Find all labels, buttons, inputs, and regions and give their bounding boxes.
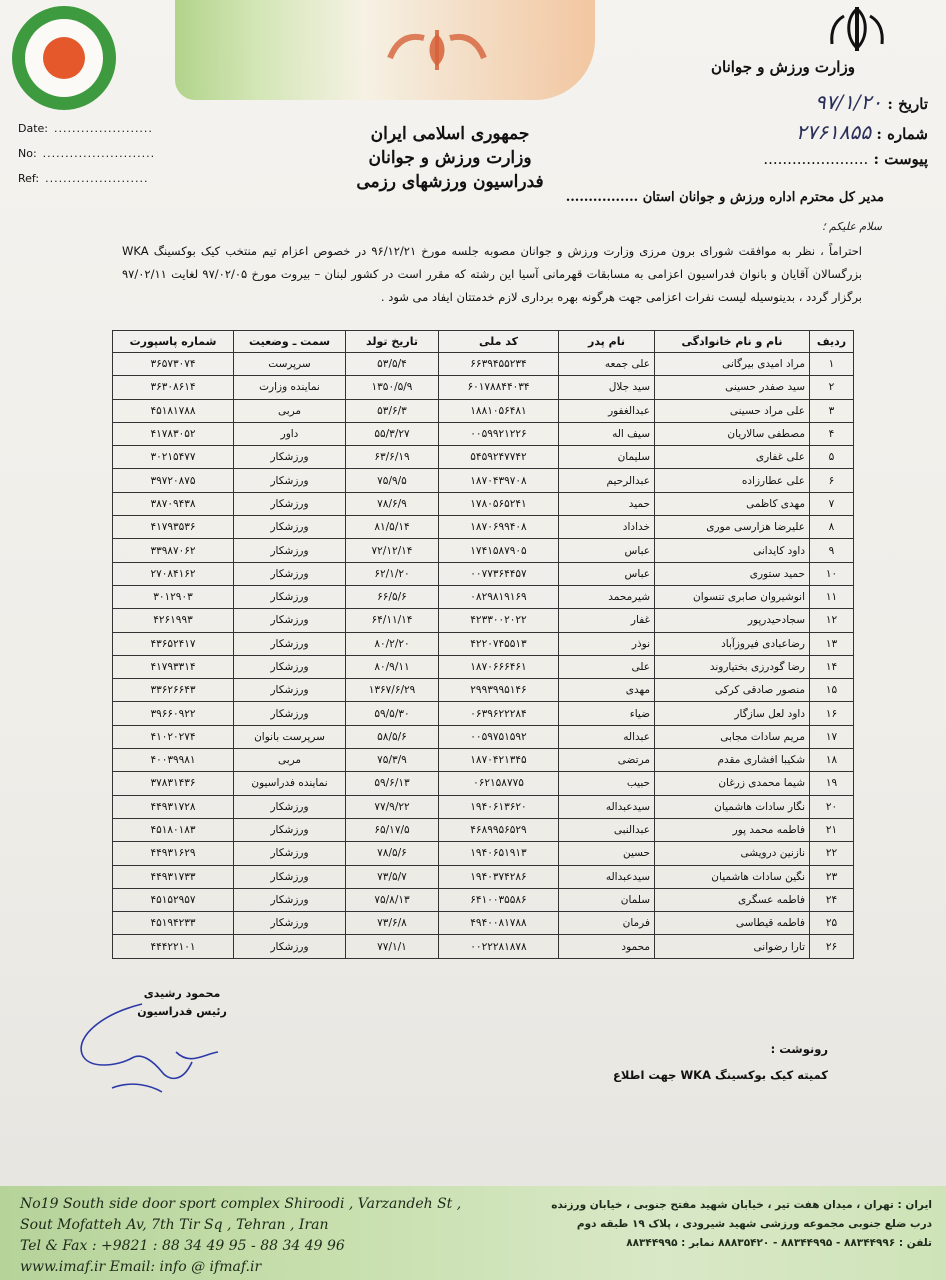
- table-row: [113, 679, 854, 702]
- father-name: حسین: [559, 842, 655, 865]
- birth-date: ۱۳۵۰/۵/۹: [346, 376, 439, 399]
- role: ورزشکار: [234, 865, 346, 888]
- table-row: [113, 609, 854, 632]
- cc-label: رونوشت :: [770, 1042, 828, 1056]
- birth-date: ۷۸/۵/۶: [346, 842, 439, 865]
- father-name: سیف اله: [559, 422, 655, 445]
- date-line: تاریخ : ۹۷/۱/۲۰: [814, 90, 928, 114]
- full-name: مراد امیدی بیرگانی: [655, 353, 810, 376]
- passport-number: ۳۳۶۲۶۶۴۳: [113, 679, 234, 702]
- letterhead-title: جمهوری اسلامی ایران وزارت ورزش و جوانان فدراسیون ورزشهای رزمی: [356, 124, 544, 192]
- father-name: حبیب: [559, 772, 655, 795]
- father-name: عبدالغفور: [559, 399, 655, 422]
- birth-date: ۷۵/۳/۹: [346, 749, 439, 772]
- carbon-copy: [613, 1036, 828, 1088]
- row-number: ۱۵: [810, 679, 854, 702]
- table-row: [113, 842, 854, 865]
- father-name: مرتضی: [559, 749, 655, 772]
- ref-field-label: Ref:: [18, 172, 40, 185]
- table-row: [113, 749, 854, 772]
- number-line: شماره : ۲۷۶۱۸۵۵: [795, 120, 928, 144]
- row-number: ۱۸: [810, 749, 854, 772]
- row-number: ۲۲: [810, 842, 854, 865]
- role: ورزشکار: [234, 679, 346, 702]
- role: ورزشکار: [234, 562, 346, 585]
- passport-number: ۳۳۹۸۷۰۶۲: [113, 539, 234, 562]
- national-id: ۰۶۲۱۵۸۷۷۵: [439, 772, 559, 795]
- table-row: [113, 935, 854, 958]
- table-row: [113, 492, 854, 515]
- father-name: محمود: [559, 935, 655, 958]
- attachment-line: پیوست : ......................: [763, 150, 928, 168]
- row-number: ۱: [810, 353, 854, 376]
- birth-date: ۵۹/۵/۳۰: [346, 702, 439, 725]
- handwritten-signature: [72, 992, 242, 1096]
- letter-meta: [678, 58, 928, 168]
- father-name: عباس: [559, 562, 655, 585]
- table-row: [113, 865, 854, 888]
- birth-date: ۵۵/۳/۲۷: [346, 422, 439, 445]
- role: ورزشکار: [234, 655, 346, 678]
- national-id: ۲۹۹۳۹۹۵۱۴۶: [439, 679, 559, 702]
- national-id: ۶۴۱۰۰۳۵۵۸۶: [439, 888, 559, 911]
- row-number: ۲۴: [810, 888, 854, 911]
- passport-number: ۴۱۷۹۳۵۳۶: [113, 516, 234, 539]
- number-value: ۲۷۶۱۸۵۵: [795, 120, 872, 144]
- birth-date: ۷۵/۹/۵: [346, 469, 439, 492]
- table-row: [113, 469, 854, 492]
- col-row-number: ردیف: [810, 331, 854, 353]
- row-number: ۹: [810, 539, 854, 562]
- role: سرپرست بانوان: [234, 725, 346, 748]
- national-id: ۱۸۷۰۶۹۹۴۰۸: [439, 516, 559, 539]
- national-id: ۱۹۴۰۳۷۴۲۸۶: [439, 865, 559, 888]
- full-name: علی عطارزاده: [655, 469, 810, 492]
- passport-number: ۳۶۳۰۸۶۱۴: [113, 376, 234, 399]
- row-number: ۱۲: [810, 609, 854, 632]
- full-name: فاطمه محمد پور: [655, 818, 810, 841]
- role: ورزشکار: [234, 935, 346, 958]
- full-name: شیما محمدی زرغان: [655, 772, 810, 795]
- date-field-label: Date:: [18, 122, 48, 135]
- table-row: [113, 772, 854, 795]
- role: داور: [234, 422, 346, 445]
- row-number: ۷: [810, 492, 854, 515]
- full-name: سجادحیدرپور: [655, 609, 810, 632]
- row-number: ۱۱: [810, 585, 854, 608]
- national-id: ۱۸۷۰۴۳۹۷۰۸: [439, 469, 559, 492]
- table-row: [113, 399, 854, 422]
- full-name: مریم سادات مجابی: [655, 725, 810, 748]
- national-id: ۴۶۸۹۹۵۶۵۲۹: [439, 818, 559, 841]
- table-row: [113, 516, 854, 539]
- row-number: ۲۳: [810, 865, 854, 888]
- national-id: ۰۰۵۹۷۵۱۵۹۲: [439, 725, 559, 748]
- father-name: علی جمعه: [559, 353, 655, 376]
- birth-date: ۶۶/۵/۶: [346, 585, 439, 608]
- national-id: ۱۷۴۱۵۸۷۹۰۵: [439, 539, 559, 562]
- full-name: سید صفدر حسینی: [655, 376, 810, 399]
- full-name: رضاعبادی فیروزآباد: [655, 632, 810, 655]
- table-row: [113, 818, 854, 841]
- passport-number: ۴۰۰۳۹۹۸۱: [113, 749, 234, 772]
- role: مربی: [234, 749, 346, 772]
- full-name: داود لعل سازگار: [655, 702, 810, 725]
- birth-date: ۸۰/۲/۲۰: [346, 632, 439, 655]
- national-id: ۶۶۳۹۴۵۵۲۳۴: [439, 353, 559, 376]
- col-national-id: کد ملی: [439, 331, 559, 353]
- father-name: سیدعبداله: [559, 865, 655, 888]
- national-id: ۱۸۷۰۴۲۱۳۴۵: [439, 749, 559, 772]
- row-number: ۲۱: [810, 818, 854, 841]
- row-number: ۱۳: [810, 632, 854, 655]
- father-name: سلیمان: [559, 446, 655, 469]
- table-row: [113, 562, 854, 585]
- passport-number: ۳۰۲۱۵۴۷۷: [113, 446, 234, 469]
- row-number: ۴: [810, 422, 854, 445]
- row-number: ۸: [810, 516, 854, 539]
- birth-date: ۷۳/۵/۷: [346, 865, 439, 888]
- role: ورزشکار: [234, 492, 346, 515]
- role: نماینده وزارت: [234, 376, 346, 399]
- birth-date: ۵۸/۵/۶: [346, 725, 439, 748]
- national-id: ۱۹۴۰۶۱۳۶۲۰: [439, 795, 559, 818]
- full-name: مهدی کاظمی: [655, 492, 810, 515]
- table-header-row: [113, 331, 854, 353]
- full-name: رضا گودرزی بختیاروند: [655, 655, 810, 678]
- addressee: مدیر کل محترم اداره ورزش و جوانان استان ................: [565, 190, 884, 205]
- passport-number: ۳۹۶۶۰۹۲۲: [113, 702, 234, 725]
- letter-footer: [0, 1186, 946, 1280]
- full-name: حمید ستوری: [655, 562, 810, 585]
- father-name: مهدی: [559, 679, 655, 702]
- father-name: شیرمحمد: [559, 585, 655, 608]
- passport-number: ۴۱۷۹۳۳۱۴: [113, 655, 234, 678]
- row-number: ۳: [810, 399, 854, 422]
- father-name: فرمان: [559, 912, 655, 935]
- role: ورزشکار: [234, 795, 346, 818]
- birth-date: ۶۳/۶/۱۹: [346, 446, 439, 469]
- col-full-name: نام و نام خانوادگی: [655, 331, 810, 353]
- national-id: ۱۷۸۰۵۶۵۲۴۱: [439, 492, 559, 515]
- table-row: [113, 702, 854, 725]
- passport-number: ۴۵۱۸۱۷۸۸: [113, 399, 234, 422]
- national-id: ۰۰۵۹۹۲۱۲۲۶: [439, 422, 559, 445]
- full-name: تارا رضوانی: [655, 935, 810, 958]
- birth-date: ۵۳/۵/۴: [346, 353, 439, 376]
- role: سرپرست: [234, 353, 346, 376]
- role: ورزشکار: [234, 609, 346, 632]
- father-name: عبدالرحیم: [559, 469, 655, 492]
- birth-date: ۵۹/۶/۱۳: [346, 772, 439, 795]
- role: ورزشکار: [234, 818, 346, 841]
- col-passport: شماره پاسپورت: [113, 331, 234, 353]
- full-name: نازنین درویشی: [655, 842, 810, 865]
- signer-name: محمود رشیدی: [143, 987, 221, 1000]
- national-id: ۵۴۵۹۲۴۷۷۴۲: [439, 446, 559, 469]
- left-reference-fields: Date: ...................... No: ......................... Ref: .......................: [18, 116, 155, 191]
- row-number: ۱۴: [810, 655, 854, 678]
- role: ورزشکار: [234, 632, 346, 655]
- role: ورزشکار: [234, 912, 346, 935]
- passport-number: ۴۴۴۲۲۱۰۱: [113, 935, 234, 958]
- full-name: انوشیروان صابری تنسوان: [655, 585, 810, 608]
- row-number: ۲۵: [810, 912, 854, 935]
- father-name: ضیاء: [559, 702, 655, 725]
- father-name: غفار: [559, 609, 655, 632]
- birth-date: ۷۳/۶/۸: [346, 912, 439, 935]
- signer-title: رئیس فدراسیون: [137, 1005, 227, 1018]
- role: ورزشکار: [234, 842, 346, 865]
- birth-date: ۸۱/۵/۱۴: [346, 516, 439, 539]
- role: ورزشکار: [234, 469, 346, 492]
- father-name: عبدالنبی: [559, 818, 655, 841]
- passport-number: ۴۵۱۹۴۲۳۳: [113, 912, 234, 935]
- table-row: [113, 655, 854, 678]
- full-name: نگین سادات هاشمیان: [655, 865, 810, 888]
- table-row: [113, 376, 854, 399]
- role: ورزشکار: [234, 446, 346, 469]
- national-id: ۰۰۲۲۲۸۱۸۷۸: [439, 935, 559, 958]
- row-number: ۱۰: [810, 562, 854, 585]
- full-name: داود کایدانی: [655, 539, 810, 562]
- full-name: نگار سادات هاشمیان: [655, 795, 810, 818]
- row-number: ۲۰: [810, 795, 854, 818]
- table-row: [113, 888, 854, 911]
- father-name: عباس: [559, 539, 655, 562]
- row-number: ۶: [810, 469, 854, 492]
- role: نماینده فدراسیون: [234, 772, 346, 795]
- birth-date: ۶۵/۱۷/۵: [346, 818, 439, 841]
- passport-number: ۳۷۸۳۱۴۳۶: [113, 772, 234, 795]
- role: مربی: [234, 399, 346, 422]
- full-name: فاطمه عسگری: [655, 888, 810, 911]
- passport-number: ۴۳۶۵۲۴۱۷: [113, 632, 234, 655]
- father-name: عبداله: [559, 725, 655, 748]
- birth-date: ۵۳/۶/۳: [346, 399, 439, 422]
- birth-date: ۱۳۶۷/۶/۲۹: [346, 679, 439, 702]
- national-id: ۴۲۲۰۷۴۵۵۱۳: [439, 632, 559, 655]
- father-name: خداداد: [559, 516, 655, 539]
- passport-number: ۴۵۱۵۲۹۵۷: [113, 888, 234, 911]
- table-row: [113, 353, 854, 376]
- row-number: ۱۷: [810, 725, 854, 748]
- full-name: علی مراد حسینی: [655, 399, 810, 422]
- national-id: ۴۲۳۳۰۰۲۰۲۲: [439, 609, 559, 632]
- passport-number: ۳۸۷۰۹۴۳۸: [113, 492, 234, 515]
- national-id: ۱۸۷۰۶۶۶۴۶۱: [439, 655, 559, 678]
- birth-date: ۷۸/۶/۹: [346, 492, 439, 515]
- row-number: ۲: [810, 376, 854, 399]
- cc-line: کمیته کیک بوکسینگ WKA جهت اطلاع: [613, 1068, 828, 1082]
- table-row: [113, 422, 854, 445]
- birth-date: ۷۷/۹/۲۲: [346, 795, 439, 818]
- birth-date: ۷۲/۱۲/۱۴: [346, 539, 439, 562]
- full-name: علی غفاری: [655, 446, 810, 469]
- full-name: فاطمه قیطاسی: [655, 912, 810, 935]
- role: ورزشکار: [234, 702, 346, 725]
- table-row: [113, 795, 854, 818]
- row-number: ۲۶: [810, 935, 854, 958]
- full-name: مصطفی سالاریان: [655, 422, 810, 445]
- row-number: ۵: [810, 446, 854, 469]
- letter-body: احتراماً ، نظر به موافقت شورای برون مرزی وزارت ورزش و جوانان مصوبه جلسه مورخ ۹۶/۱۲/۲۱ در خصوص اعزام تیم منتخب کیک بوکسینگ WKA بزرگسالان آقایان و بانوان فدراسیون اعزامی به مسابقات قهرمانی آسیا این رشته که مقرر است در کشور لبنان – بیروت مورخ ۹۷/۰۲/۰۵ لغایت ۹۷/۰۲/۱۱ برگزار گردد ، بدینوسیله لیست نفرات اعزامی جهت هرگونه بهره برداری لازم خدمتتان ایفاد می شود .: [122, 244, 862, 304]
- full-name: شکیبا افشاری مقدم: [655, 749, 810, 772]
- father-name: سیدعبداله: [559, 795, 655, 818]
- passport-number: ۳۹۷۲۰۸۷۵: [113, 469, 234, 492]
- national-id: ۴۹۴۰۰۸۱۷۸۸: [439, 912, 559, 935]
- passport-number: ۴۴۹۳۱۶۲۹: [113, 842, 234, 865]
- federation-logo: [12, 6, 116, 110]
- birth-date: ۷۷/۱/۱: [346, 935, 439, 958]
- father-name: حمید: [559, 492, 655, 515]
- table-row: [113, 725, 854, 748]
- birth-date: ۶۲/۱/۲۰: [346, 562, 439, 585]
- ministry-name: وزارت ورزش و جوانان: [711, 58, 855, 76]
- national-id: ۶۰۱۷۸۸۴۴۰۳۴: [439, 376, 559, 399]
- passport-number: ۴۴۹۳۱۷۲۸: [113, 795, 234, 818]
- passport-number: ۴۵۱۸۰۱۸۳: [113, 818, 234, 841]
- passport-number: ۲۷۰۸۴۱۶۲: [113, 562, 234, 585]
- no-field-label: No:: [18, 147, 37, 160]
- national-id: ۰۶۳۹۶۲۲۲۸۴: [439, 702, 559, 725]
- team-roster-table: [112, 330, 854, 959]
- table-body: [113, 353, 854, 959]
- national-id: ۰۰۷۷۳۶۴۴۵۷: [439, 562, 559, 585]
- table-row: [113, 585, 854, 608]
- passport-number: ۴۱۰۲۰۲۷۴: [113, 725, 234, 748]
- father-name: علی: [559, 655, 655, 678]
- table-row: [113, 632, 854, 655]
- passport-number: ۴۱۷۸۳۰۵۲: [113, 422, 234, 445]
- iran-emblem-icon: [382, 28, 492, 72]
- role: ورزشکار: [234, 585, 346, 608]
- passport-number: ۴۲۶۱۹۹۳: [113, 609, 234, 632]
- father-name: سلمان: [559, 888, 655, 911]
- table-row: [113, 539, 854, 562]
- national-id: ۱۹۴۰۶۵۱۹۱۳: [439, 842, 559, 865]
- national-id: ۱۸۸۱۰۵۶۴۸۱: [439, 399, 559, 422]
- date-value: ۹۷/۱/۲۰: [814, 90, 883, 114]
- full-name: منصور صادقی کرکی: [655, 679, 810, 702]
- row-number: ۱۶: [810, 702, 854, 725]
- role: ورزشکار: [234, 539, 346, 562]
- father-name: نوذر: [559, 632, 655, 655]
- footer-address-en: No19 South side door sport complex Shiroodi , Varzandeh St , Sout Mofatteh Av, 7th Tir Sq , Tehran , Iran Tel & Fax : +9821 : 88 34 49 95 - 88 34 49 96 www.imaf.ir Email: info @ ifmaf.ir: [20, 1196, 462, 1275]
- birth-date: ۷۵/۸/۱۳: [346, 888, 439, 911]
- footer-address-fa: ایران : تهران ، میدان هفت تیر ، خیابان شهید مفتح جنوبی ، خیابان ورزنده درب ضلع جنوبی مجموعه ورزشی شهید شیرودی ، پلاک ۱۹ طبقه دوم تلفن : ۸۸۳۴۴۹۹۶ - ۸۸۳۴۴۹۹۵ - ۸۸۸۳۵۴۲۰ نمابر : ۸۸۳۴۴۹۹۵: [551, 1199, 932, 1249]
- birth-date: ۸۰/۹/۱۱: [346, 655, 439, 678]
- table-row: [113, 912, 854, 935]
- role: ورزشکار: [234, 516, 346, 539]
- national-id: ۰۸۲۹۸۱۹۱۶۹: [439, 585, 559, 608]
- father-name: سید جلال: [559, 376, 655, 399]
- iran-emblem-icon: [826, 6, 888, 52]
- passport-number: ۳۰۱۲۹۰۳: [113, 585, 234, 608]
- passport-number: ۳۶۵۷۳۰۷۴: [113, 353, 234, 376]
- role: ورزشکار: [234, 888, 346, 911]
- full-name: علیرضا هزارسی موری: [655, 516, 810, 539]
- row-number: ۱۹: [810, 772, 854, 795]
- col-father-name: نام پدر: [559, 331, 655, 353]
- birth-date: ۶۴/۱۱/۱۴: [346, 609, 439, 632]
- greeting: سلام علیکم ؛: [821, 220, 882, 233]
- passport-number: ۴۴۹۳۱۷۳۳: [113, 865, 234, 888]
- table-row: [113, 446, 854, 469]
- col-birth-date: تاریخ تولد: [346, 331, 439, 353]
- col-role: سمت ـ وضعیت: [234, 331, 346, 353]
